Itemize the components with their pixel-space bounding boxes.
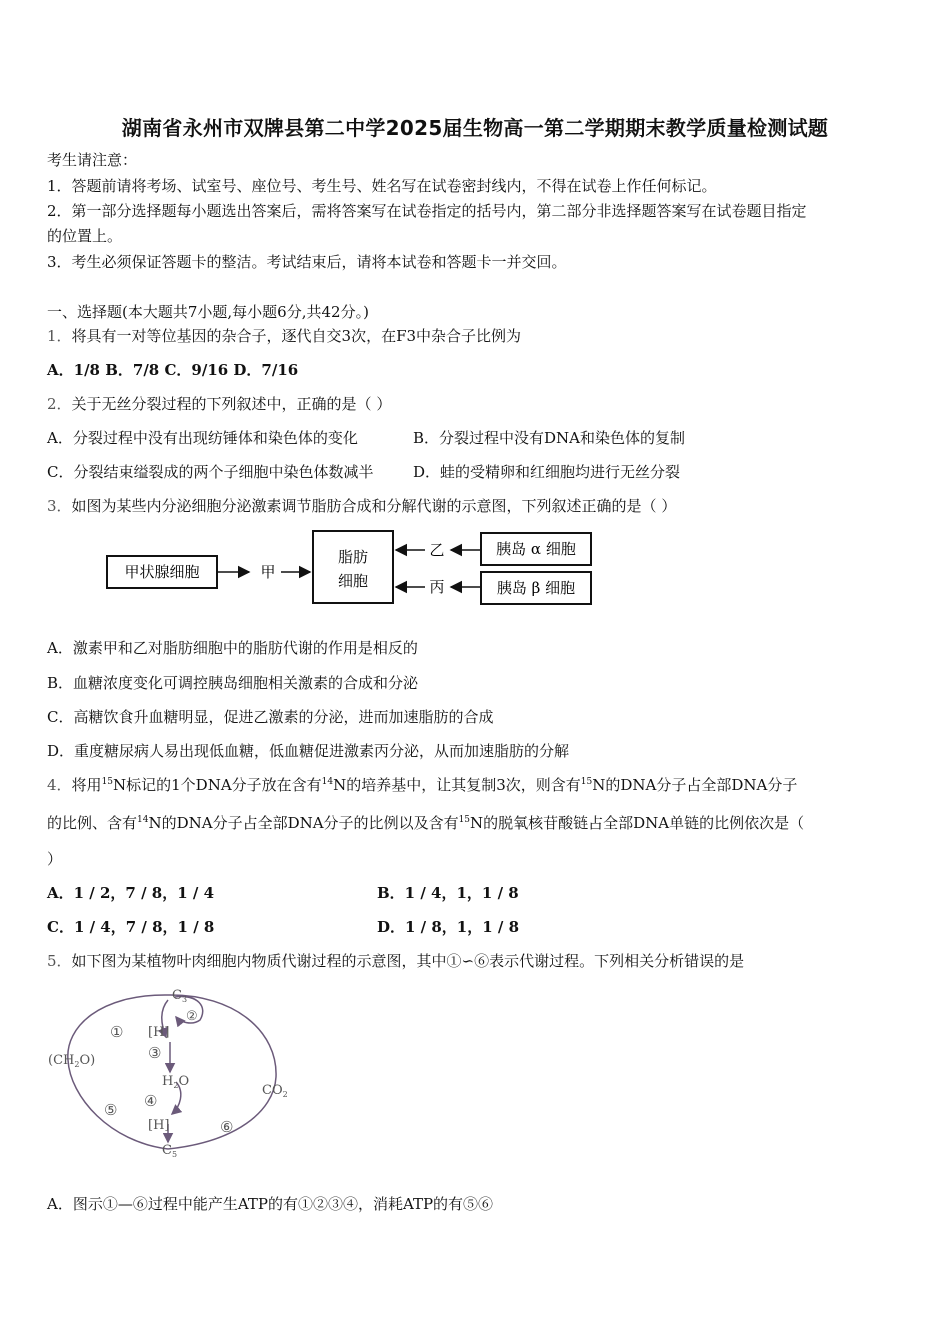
- notice-item-2: 2．第一部分选择题每小题选出答案后，需将答案写在试卷指定的括号内，第二部分非选择题答案写在试卷题目指定: [47, 202, 807, 220]
- question-4: [47, 775, 797, 795]
- section-heading: 一、选择题(本大题共7小题,每小题6分,共42分。): [47, 303, 369, 321]
- hormone-yi: 乙: [429, 541, 445, 559]
- question-5: [47, 951, 744, 971]
- question-stem: 将具有一对等位基因的杂合子，逐代自交3次，在F3中杂合子比例为: [71, 327, 522, 345]
- isotope-sup: 14: [321, 777, 334, 787]
- process-6-label: ⑥: [220, 1118, 234, 1136]
- question-number: 1．: [47, 327, 72, 345]
- question-text: N标记的1个DNA分子放在含有: [113, 776, 322, 794]
- question-4-option-a: A．1 / 2，7 / 8，1 / 4: [47, 884, 215, 902]
- question-2-option-d: D．蛙的受精卵和红细胞均进行无丝分裂: [413, 463, 681, 481]
- hormone-bing: 丙: [429, 578, 445, 596]
- question-text: N的DNA分子占全部DNA分子的比例以及含有: [148, 814, 459, 832]
- question-text: 的比例、含有: [47, 814, 138, 832]
- process-2-label: ②: [186, 1009, 198, 1024]
- question-text: 将用: [71, 776, 102, 794]
- question-3: [47, 496, 676, 516]
- page-title: 湖南省永州市双牌县第二中学2025届生物高一第二学期期末教学质量检测试题: [121, 116, 829, 140]
- isotope-sup: 14: [137, 815, 149, 825]
- label-c3: $C_3$: [172, 988, 188, 1004]
- question-text: N的培养基中，让其复制3次，则含有: [333, 776, 581, 794]
- label-h2o: $H_2O$: [162, 1074, 190, 1090]
- notice-heading: 考生请注意：: [47, 151, 138, 169]
- notice-item-3: 3．考生必须保证答题卡的整洁。考试结束后，请将本试卷和答题卡一并交回。: [47, 253, 567, 271]
- islet-beta-label: 胰岛 β 细胞: [496, 579, 576, 597]
- hormone-jia: 甲: [260, 563, 276, 581]
- question-text: N的脱氧核苷酸链占全部DNA单链的比例依次是（: [470, 814, 805, 832]
- process-1-label: ①: [110, 1023, 124, 1041]
- question-number: 5．: [47, 952, 72, 970]
- process-3-label: ③: [148, 1044, 162, 1062]
- question-4-line-3: ）: [47, 850, 63, 868]
- fat-cell-label-2: 细胞: [337, 572, 369, 590]
- question-3-option-b: B．血糖浓度变化可调控胰岛细胞相关激素的合成和分泌: [47, 674, 419, 692]
- question-4-line-2: [47, 813, 804, 833]
- question-2: [47, 394, 391, 414]
- thyroid-cell-label: 甲状腺细胞: [124, 563, 200, 581]
- notice-item-1: 1．答题前请将考场、试室号、座位号、考生号、姓名写在试卷密封线内，不得在试卷上作任何标记。: [47, 177, 717, 195]
- question-number: 4．: [47, 776, 72, 794]
- question-text: N的DNA分子占全部DNA分子: [592, 776, 798, 794]
- question-number: 2．: [47, 395, 72, 413]
- isotope-sup: 15: [458, 815, 471, 825]
- question-1-options: A．1/8 B．7/8 C．9/16 D．7/16: [47, 361, 299, 379]
- question-3-option-a: A．激素甲和乙对脂肪细胞中的脂肪代谢的作用是相反的: [47, 639, 418, 657]
- question-4-option-c: C．1 / 4，7 / 8，1 / 8: [47, 918, 215, 936]
- question-stem: 关于无丝分裂过程的下列叙述中，正确的是（ ）: [71, 395, 392, 413]
- isotope-sup: 15: [580, 777, 593, 787]
- question-5-option-a: A．图示①—⑥过程中能产生ATP的有①②③④，消耗ATP的有⑤⑥: [47, 1195, 494, 1213]
- question-2-option-a: A．分裂过程中没有出现纺锤体和染色体的变化: [47, 429, 358, 447]
- question-4-option-b: B．1 / 4，1，1 / 8: [377, 884, 519, 902]
- label-h-top: [H]: [148, 1025, 170, 1040]
- question-stem: 如下图为某植物叶肉细胞内物质代谢过程的示意图，其中①∽⑥表示代谢过程。下列相关分析错误的是: [71, 952, 745, 970]
- question-1: [47, 326, 521, 346]
- process-4-label: ④: [144, 1092, 158, 1110]
- label-h-bottom: [H]: [148, 1118, 170, 1133]
- notice-item-2-cont: 的位置上。: [47, 227, 123, 245]
- question-number: 3．: [47, 497, 72, 515]
- fat-cell-label-1: 脂肪: [337, 548, 369, 566]
- fat-cell-box: [313, 531, 393, 603]
- label-ch2o: $(CH_2O)$: [48, 1053, 96, 1069]
- question-4-option-d: D．1 / 8，1，1 / 8: [377, 918, 520, 936]
- question-3-option-c: C．高糖饮食升血糖明显，促进乙激素的分泌，进而加速脂肪的合成: [47, 708, 494, 726]
- question-stem: 如图为某些内分泌细胞分泌激素调节脂肪合成和分解代谢的示意图，下列叙述正确的是（ ）: [71, 497, 677, 515]
- label-co2: $CO_2$: [262, 1083, 288, 1099]
- isotope-sup: 15: [101, 777, 114, 787]
- label-c5: $C_5$: [162, 1143, 178, 1159]
- hormone-diagram: [95, 525, 615, 615]
- metabolism-diagram: [40, 982, 310, 1167]
- process-5-label: ⑤: [104, 1101, 118, 1119]
- question-2-option-c: C．分裂结束缢裂成的两个子细胞中染色体数减半: [47, 463, 374, 481]
- islet-alpha-label: 胰岛 α 细胞: [496, 540, 576, 558]
- question-3-option-d: D．重度糖尿病人易出现低血糖，低血糖促进激素丙分泌，从而加速脂肪的分解: [47, 742, 570, 760]
- question-2-option-b: B．分裂过程中没有DNA和染色体的复制: [413, 429, 686, 447]
